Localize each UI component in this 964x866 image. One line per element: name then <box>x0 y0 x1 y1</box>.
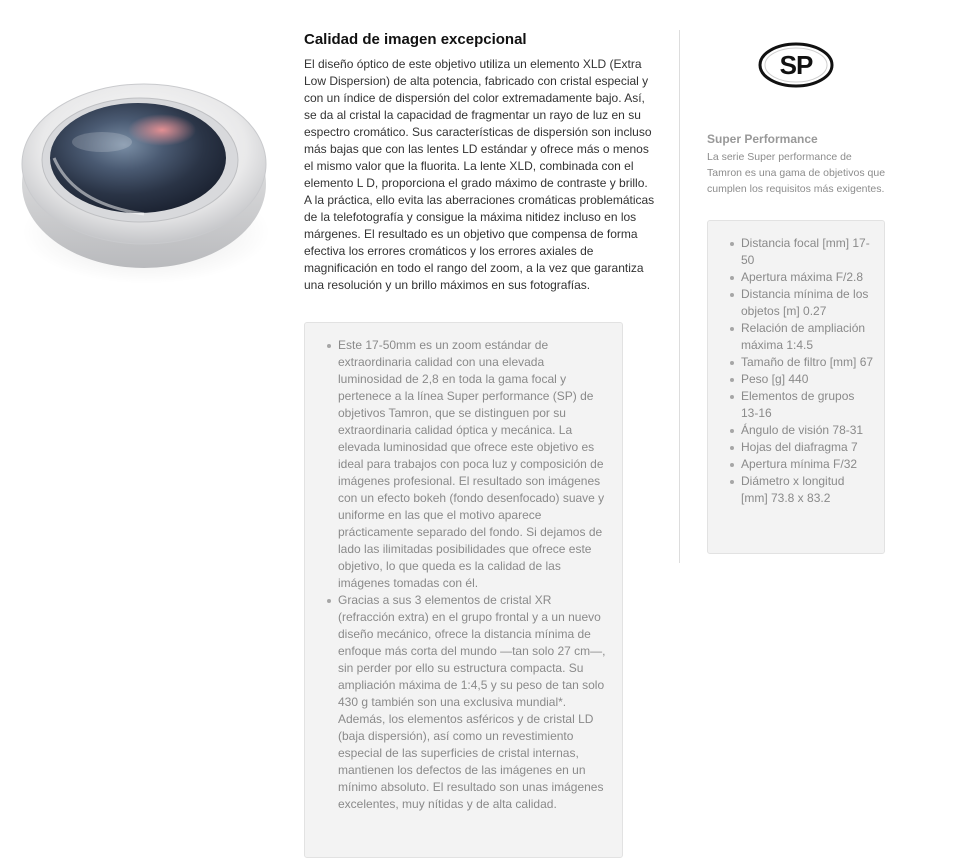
features-list <box>319 337 606 813</box>
sidebar-description: La serie Super performance de Tamron es una gama de objetivos que cumplen los requisitos más exigentes. <box>707 151 886 195</box>
section-description: El diseño óptico de este objetivo utiliza un elemento XLD (Extra Low Dispersion) de alta potencia, fabricado con cristal especial y con un índice de dispersión del color extremadamente bajo. Así, se da al cristal la capacidad de fragmentar un rayo de luz en su espectro cromático. Sus características de dispersión son incluso más bajas que con las lentes LD estándar y ofrece más o menos el mismo valor que la fluorita. La lente XLD, combinada con el elemento L D, proporciona el grado máximo de contraste y brillo. A la práctica, ello evita las aberraciones cromáticas problemáticas de la telefotografía y consigue la máxima nitidez incluso en los márgenes. El resultado es un objetivo que compensa de forma efectiva los errores cromáticos y los errores axiales de magnificación en todo el rango del zoom, a la vez que garantiza una resolución y un brillo máximos en sus fotografías. <box>304 57 655 292</box>
lens-element-illustration <box>14 64 276 314</box>
spec-item: Hojas del diafragma 7 <box>741 439 874 456</box>
specs-box <box>707 220 885 554</box>
spec-item: Relación de ampliación máxima 1:4.5 <box>741 320 874 354</box>
feature-item: Este 17-50mm es un zoom estándar de extraordinaria calidad con una elevada luminosidad de 2,8 en toda la gama focal y pertenece a la línea Super performance (SP) de objetivos Tamron, que se distinguen por su extraordinaria calidad óptica y mecánica. La elevada luminosidad que ofrece este objetivo es ideal para trabajos con poca luz y composición de imágenes profesional. El resultado son imágenes con un efecto bokeh (fondo desenfocado) suave y uniforme en las que el motivo aparece prácticamente separado del fondo. Si dejamos de lado las ilimitadas posibilidades que ofrece este objetivo, lo que queda es la calidad de las imágenes tomadas con él. <box>338 338 605 590</box>
spec-item: Ángulo de visión 78-31 <box>741 422 874 439</box>
column-divider <box>679 30 680 563</box>
spec-item: Elementos de grupos 13-16 <box>741 388 874 422</box>
sp-logo-text: SP <box>779 50 813 80</box>
lens-image <box>14 64 276 314</box>
specs-list <box>722 235 874 507</box>
main-content <box>304 30 656 294</box>
spec-item: Distancia mínima de los objetos [m] 0.27 <box>741 286 874 320</box>
sidebar-info <box>707 131 887 197</box>
spec-item: Apertura máxima F/2.8 <box>741 269 874 286</box>
sp-logo <box>757 41 835 89</box>
section-title: Calidad de imagen excepcional <box>304 31 527 48</box>
feature-item: Gracias a sus 3 elementos de cristal XR (refracción extra) en el grupo frontal y a un nuevo diseño mecánico, ofrece la distancia mínima de enfoque más corta del mundo —tan solo 27 cm—, sin perder por ello su estructura compacta. Su ampliación máxima de 1:4,5 y su peso de tan solo 430 g también son una exclusiva mundial*. Además, los elementos asféricos y de cristal LD (baja dispersión), así como un revestimiento especial de las superficies de cristal internas, mantienen los defectos de las imágenes en un mínimo absoluto. El resultado son unas imágenes excelentes, muy nítidas y de alta calidad. <box>338 593 606 811</box>
features-box <box>304 322 623 858</box>
sidebar-title: Super Performance <box>707 132 818 146</box>
spec-item: Apertura mínima F/32 <box>741 456 874 473</box>
spec-item: Tamaño de filtro [mm] 67 <box>741 355 874 369</box>
spec-item: Diámetro x longitud [mm] 73.8 x 83.2 <box>741 473 874 507</box>
spec-item: Distancia focal [mm] 17-50 <box>741 235 874 269</box>
spec-item: Peso [g] 440 <box>741 371 874 388</box>
